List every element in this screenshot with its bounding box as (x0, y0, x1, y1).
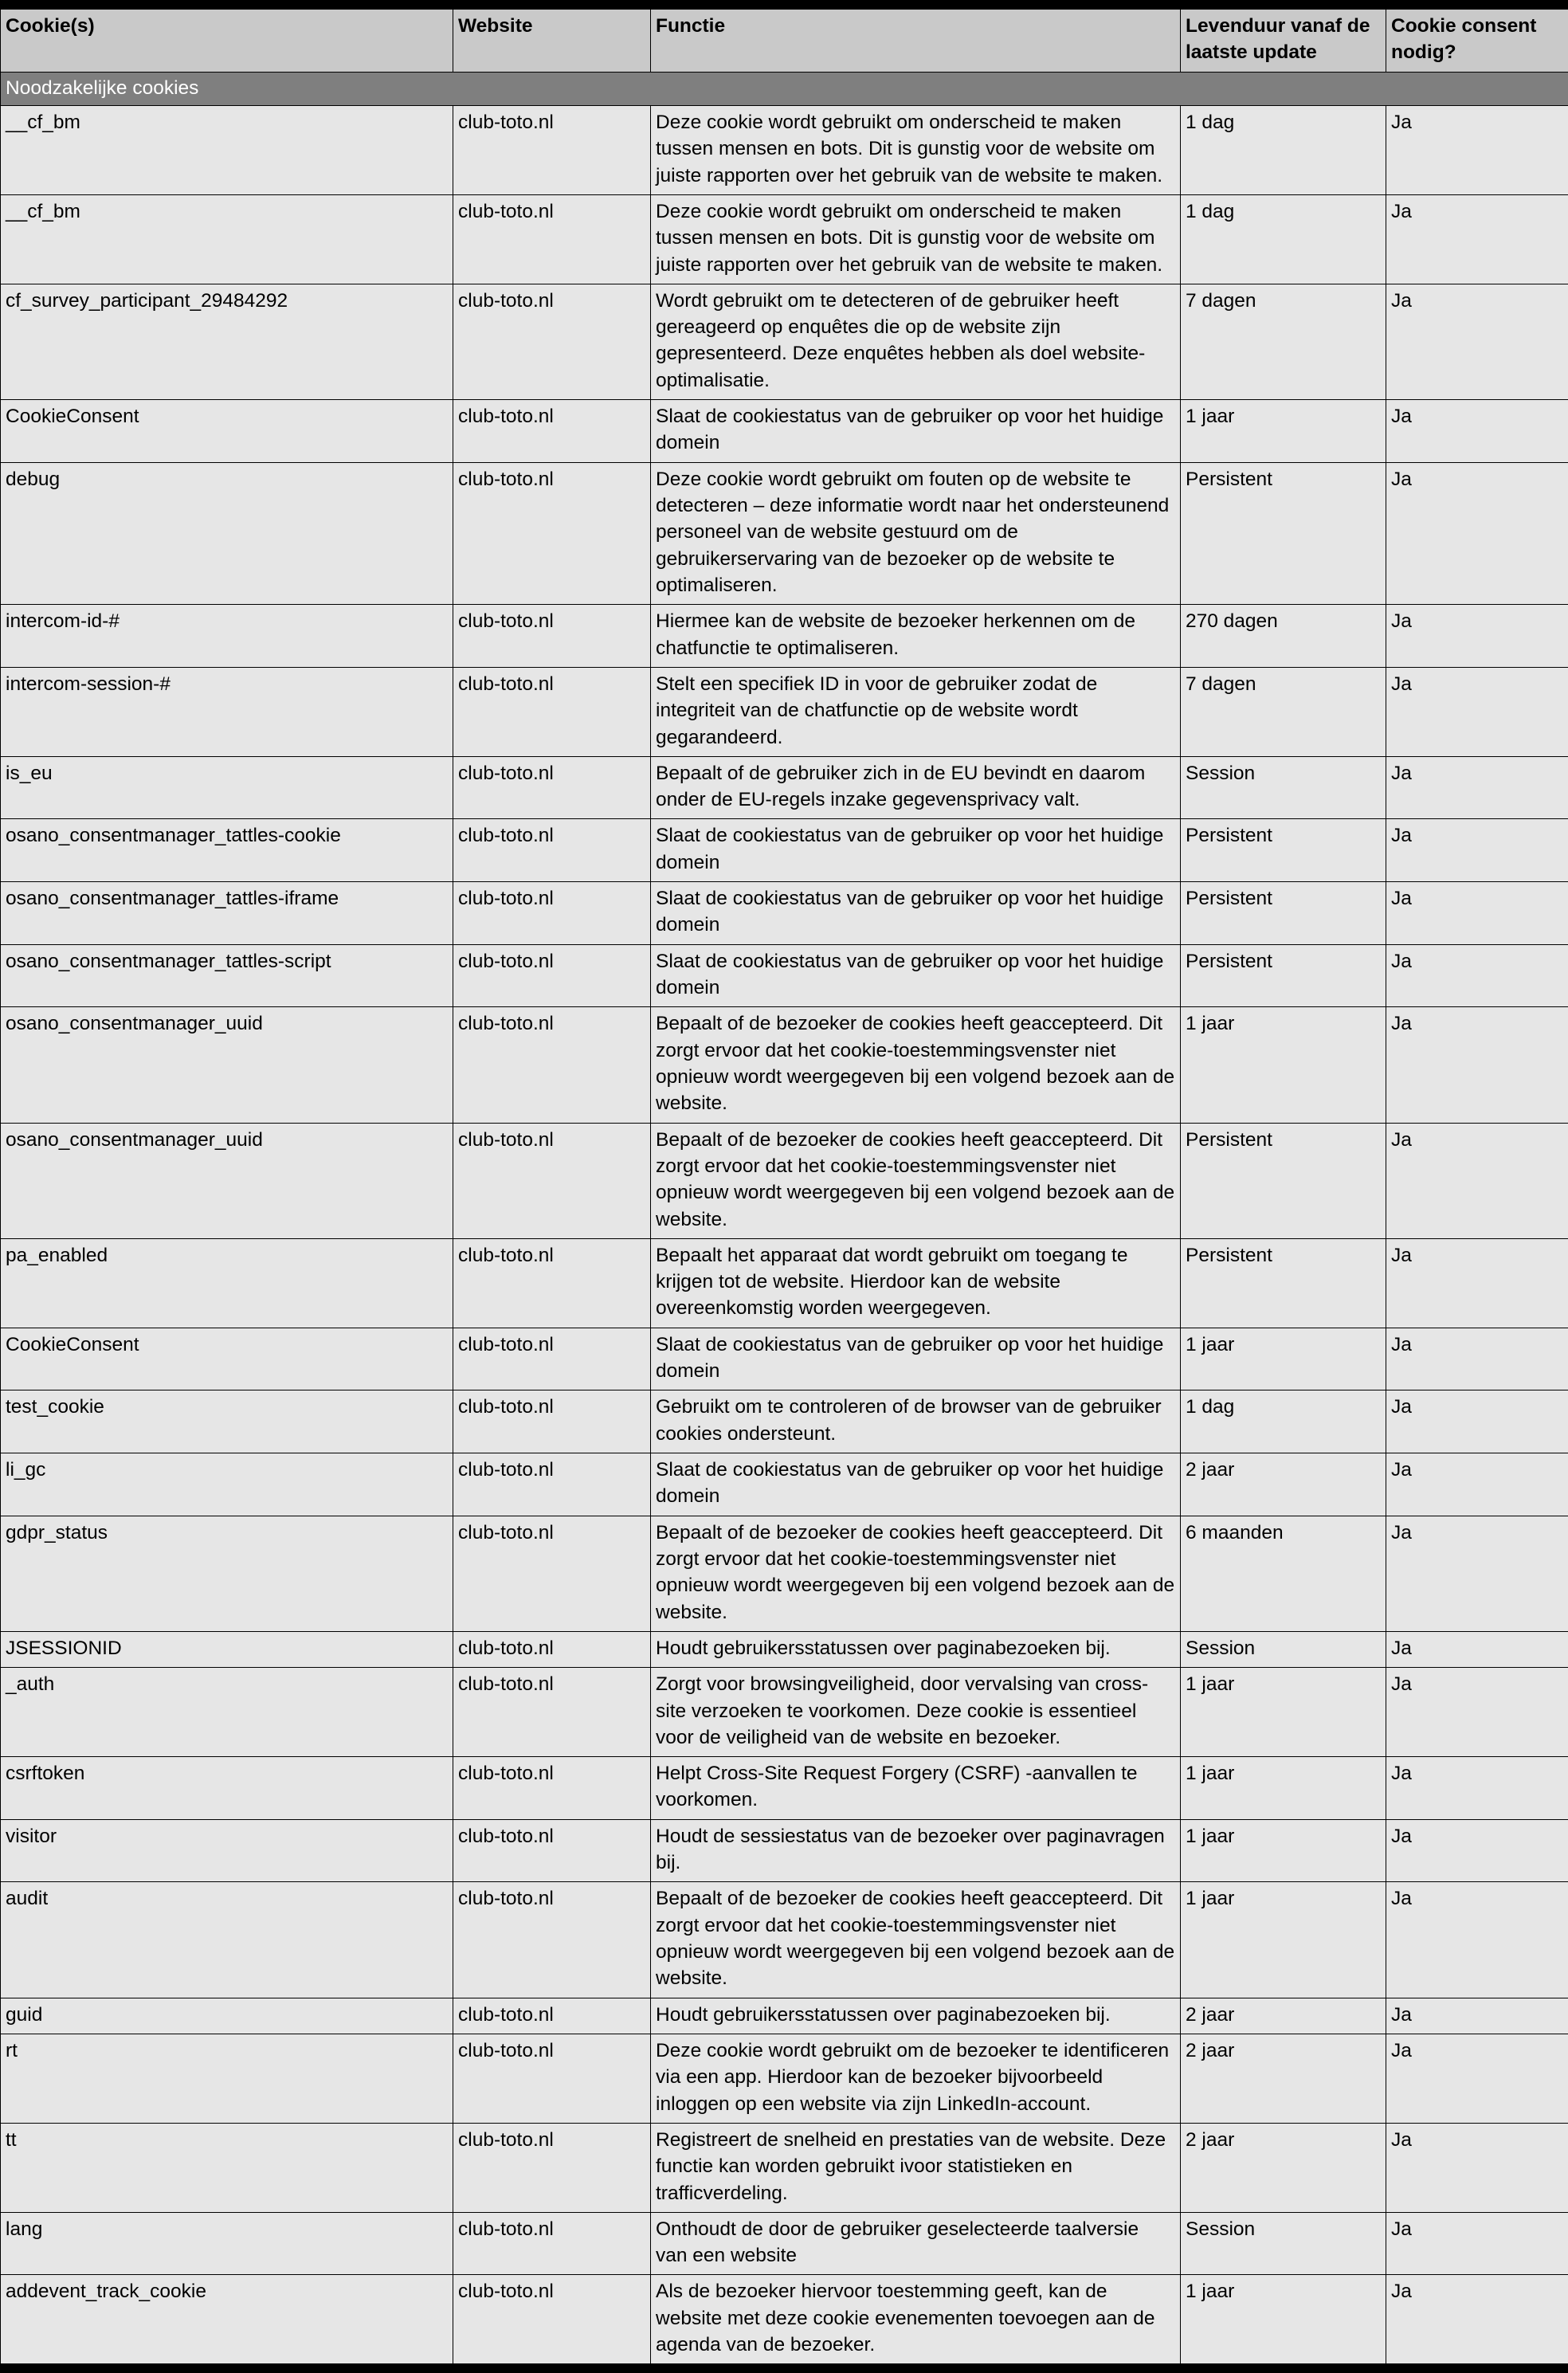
website-cell: club-toto.nl (453, 1668, 651, 1757)
website-cell: club-toto.nl (453, 1390, 651, 1453)
consent-cell: Ja (1386, 400, 1568, 463)
function-cell: Deze cookie wordt gebruikt om fouten op de website te detecteren – deze informatie wordt naar het ondersteunend personeel van de website gestuurd om de gebruikerservaring van de bezoeker op de website te optimaliseren. (651, 462, 1181, 605)
function-cell: Deze cookie wordt gebruikt om de bezoeker te identificeren via een app. Hierdoor kan de bezoeker bijvoorbeeld inloggen op een website via zijn LinkedIn-account. (651, 2034, 1181, 2123)
lifetime-cell: 270 dagen (1181, 605, 1386, 668)
function-cell: Slaat de cookiestatus van de gebruiker op voor het huidige domein (651, 882, 1181, 945)
table-row (1, 2123, 1568, 2212)
consent-cell: Ja (1386, 1238, 1568, 1328)
table-row (1, 1453, 1568, 1516)
table-body (1, 72, 1568, 2364)
cookie-name-cell: CookieConsent (1, 400, 453, 463)
lifetime-cell: Persistent (1181, 1238, 1386, 1328)
lifetime-cell: Persistent (1181, 882, 1386, 945)
lifetime-cell: 1 jaar (1181, 1819, 1386, 1882)
cookie-name-cell: CookieConsent (1, 1328, 453, 1390)
website-cell: club-toto.nl (453, 882, 651, 945)
section-label: Noodzakelijke cookies (1, 72, 1568, 105)
cookie-name-cell: osano_consentmanager_uuid (1, 1007, 453, 1123)
table-row (1, 1007, 1568, 1123)
cookie-name-cell: JSESSIONID (1, 1631, 453, 1667)
lifetime-cell: Session (1181, 756, 1386, 819)
lifetime-cell: 1 dag (1181, 1390, 1386, 1453)
consent-cell: Ja (1386, 2212, 1568, 2275)
consent-cell: Ja (1386, 2123, 1568, 2212)
consent-cell: Ja (1386, 105, 1568, 194)
cookie-name-cell: __cf_bm (1, 194, 453, 284)
lifetime-cell: 1 jaar (1181, 2275, 1386, 2364)
table-row (1, 462, 1568, 605)
cookie-name-cell: test_cookie (1, 1390, 453, 1453)
function-cell: Slaat de cookiestatus van de gebruiker op voor het huidige domein (651, 1328, 1181, 1390)
function-cell: Bepaalt of de bezoeker de cookies heeft geaccepteerd. Dit zorgt ervoor dat het cookie-toestemmingsvenster niet opnieuw wordt weergegeven bij een volgend bezoek aan de website. (651, 1007, 1181, 1123)
website-cell: club-toto.nl (453, 667, 651, 756)
website-cell: club-toto.nl (453, 1882, 651, 1998)
table-row (1, 944, 1568, 1007)
consent-cell: Ja (1386, 1390, 1568, 1453)
bottom-rule (0, 2364, 1568, 2373)
function-cell: Hiermee kan de website de bezoeker herkennen om de chatfunctie te optimaliseren. (651, 605, 1181, 668)
website-cell: club-toto.nl (453, 1998, 651, 2034)
function-cell: Slaat de cookiestatus van de gebruiker op voor het huidige domein (651, 944, 1181, 1007)
cookie-name-cell: rt (1, 2034, 453, 2123)
table-row (1, 1516, 1568, 1631)
column-header-cookie: Cookie(s) (1, 10, 453, 73)
cookie-name-cell: osano_consentmanager_tattles-iframe (1, 882, 453, 945)
function-cell: Helpt Cross-Site Request Forgery (CSRF) -aanvallen te voorkomen. (651, 1757, 1181, 1820)
website-cell: club-toto.nl (453, 1123, 651, 1238)
table-row (1, 756, 1568, 819)
consent-cell: Ja (1386, 1757, 1568, 1820)
function-cell: Registreert de snelheid en prestaties van de website. Deze functie kan worden gebruikt ivoor statistieken en trafficverdeling. (651, 2123, 1181, 2212)
table-row (1, 194, 1568, 284)
cookie-name-cell: cf_survey_participant_29484292 (1, 284, 453, 399)
cookie-name-cell: intercom-session-# (1, 667, 453, 756)
table-row (1, 605, 1568, 668)
table-row (1, 2212, 1568, 2275)
consent-cell: Ja (1386, 1516, 1568, 1631)
table-row (1, 1882, 1568, 1998)
consent-cell: Ja (1386, 944, 1568, 1007)
website-cell: club-toto.nl (453, 2275, 651, 2364)
consent-cell: Ja (1386, 1453, 1568, 1516)
consent-cell: Ja (1386, 1328, 1568, 1390)
table-row (1, 819, 1568, 882)
header-row (1, 10, 1568, 73)
website-cell: club-toto.nl (453, 105, 651, 194)
lifetime-cell: Session (1181, 1631, 1386, 1667)
consent-cell: Ja (1386, 1631, 1568, 1667)
consent-cell: Ja (1386, 2275, 1568, 2364)
website-cell: club-toto.nl (453, 2212, 651, 2275)
table-row (1, 1819, 1568, 1882)
lifetime-cell: 1 jaar (1181, 1007, 1386, 1123)
function-cell: Stelt een specifiek ID in voor de gebruiker zodat de integriteit van de chatfunctie op de website wordt gegarandeerd. (651, 667, 1181, 756)
lifetime-cell: 1 jaar (1181, 400, 1386, 463)
cookie-name-cell: visitor (1, 1819, 453, 1882)
cookie-name-cell: audit (1, 1882, 453, 1998)
lifetime-cell: Persistent (1181, 1123, 1386, 1238)
lifetime-cell: 1 jaar (1181, 1668, 1386, 1757)
consent-cell: Ja (1386, 605, 1568, 668)
cookie-name-cell: __cf_bm (1, 105, 453, 194)
website-cell: club-toto.nl (453, 400, 651, 463)
lifetime-cell: Persistent (1181, 944, 1386, 1007)
consent-cell: Ja (1386, 1668, 1568, 1757)
cookie-name-cell: osano_consentmanager_tattles-script (1, 944, 453, 1007)
table-row (1, 667, 1568, 756)
lifetime-cell: 2 jaar (1181, 1998, 1386, 2034)
website-cell: club-toto.nl (453, 1453, 651, 1516)
top-rule (0, 0, 1568, 9)
cookie-table (0, 9, 1568, 2364)
website-cell: club-toto.nl (453, 2123, 651, 2212)
website-cell: club-toto.nl (453, 756, 651, 819)
lifetime-cell: 2 jaar (1181, 2034, 1386, 2123)
consent-cell: Ja (1386, 2034, 1568, 2123)
function-cell: Bepaalt of de bezoeker de cookies heeft geaccepteerd. Dit zorgt ervoor dat het cookie-toestemmingsvenster niet opnieuw wordt weergegeven bij een volgend bezoek aan de website. (651, 1516, 1181, 1631)
lifetime-cell: 1 jaar (1181, 1882, 1386, 1998)
function-cell: Zorgt voor browsingveiligheid, door vervalsing van cross-site verzoeken te voorkomen. Deze cookie is essentieel voor de veiligheid van de website en bezoeker. (651, 1668, 1181, 1757)
lifetime-cell: Persistent (1181, 462, 1386, 605)
table-row (1, 1757, 1568, 1820)
consent-cell: Ja (1386, 1007, 1568, 1123)
function-cell: Onthoudt de door de gebruiker geselecteerde taalversie van een website (651, 2212, 1181, 2275)
table-row (1, 882, 1568, 945)
function-cell: Gebruikt om te controleren of de browser van de gebruiker cookies ondersteunt. (651, 1390, 1181, 1453)
website-cell: club-toto.nl (453, 1328, 651, 1390)
website-cell: club-toto.nl (453, 605, 651, 668)
table-row (1, 400, 1568, 463)
website-cell: club-toto.nl (453, 819, 651, 882)
lifetime-cell: 6 maanden (1181, 1516, 1386, 1631)
cookie-name-cell: is_eu (1, 756, 453, 819)
lifetime-cell: 7 dagen (1181, 284, 1386, 399)
website-cell: club-toto.nl (453, 1238, 651, 1328)
column-header-consent: Cookie consent nodig? (1386, 10, 1568, 73)
lifetime-cell: 2 jaar (1181, 1453, 1386, 1516)
lifetime-cell: 1 jaar (1181, 1328, 1386, 1390)
website-cell: club-toto.nl (453, 462, 651, 605)
table-row (1, 1238, 1568, 1328)
consent-cell: Ja (1386, 667, 1568, 756)
consent-cell: Ja (1386, 1123, 1568, 1238)
column-header-function: Functie (651, 10, 1181, 73)
function-cell: Houdt gebruikersstatussen over paginabezoeken bij. (651, 1998, 1181, 2034)
cookie-name-cell: debug (1, 462, 453, 605)
lifetime-cell: Persistent (1181, 819, 1386, 882)
column-header-lifetime: Levenduur vanaf de laatste update (1181, 10, 1386, 73)
website-cell: club-toto.nl (453, 1631, 651, 1667)
consent-cell: Ja (1386, 1819, 1568, 1882)
function-cell: Bepaalt of de gebruiker zich in de EU bevindt en daarom onder de EU-regels inzake gegevensprivacy valt. (651, 756, 1181, 819)
table-row (1, 1390, 1568, 1453)
cookie-name-cell: osano_consentmanager_tattles-cookie (1, 819, 453, 882)
table-row (1, 1631, 1568, 1667)
table-row (1, 1668, 1568, 1757)
consent-cell: Ja (1386, 756, 1568, 819)
consent-cell: Ja (1386, 1998, 1568, 2034)
cookie-name-cell: csrftoken (1, 1757, 453, 1820)
function-cell: Houdt gebruikersstatussen over paginabezoeken bij. (651, 1631, 1181, 1667)
lifetime-cell: 1 dag (1181, 105, 1386, 194)
website-cell: club-toto.nl (453, 284, 651, 399)
function-cell: Deze cookie wordt gebruikt om onderscheid te maken tussen mensen en bots. Dit is gunstig voor de website om juiste rapporten over het gebruik van de website te maken. (651, 194, 1181, 284)
function-cell: Bepaalt of de bezoeker de cookies heeft geaccepteerd. Dit zorgt ervoor dat het cookie-toestemmingsvenster niet opnieuw wordt weergegeven bij een volgend bezoek aan de website. (651, 1123, 1181, 1238)
function-cell: Bepaalt het apparaat dat wordt gebruikt om toegang te krijgen tot de website. Hierdoor kan de website overeenkomstig worden weergegeven. (651, 1238, 1181, 1328)
lifetime-cell: 7 dagen (1181, 667, 1386, 756)
cookie-name-cell: osano_consentmanager_uuid (1, 1123, 453, 1238)
consent-cell: Ja (1386, 194, 1568, 284)
cookie-name-cell: guid (1, 1998, 453, 2034)
lifetime-cell: Session (1181, 2212, 1386, 2275)
cookie-name-cell: tt (1, 2123, 453, 2212)
function-cell: Slaat de cookiestatus van de gebruiker op voor het huidige domein (651, 400, 1181, 463)
website-cell: club-toto.nl (453, 1819, 651, 1882)
website-cell: club-toto.nl (453, 1516, 651, 1631)
lifetime-cell: 1 jaar (1181, 1757, 1386, 1820)
table-row (1, 2275, 1568, 2364)
function-cell: Slaat de cookiestatus van de gebruiker op voor het huidige domein (651, 1453, 1181, 1516)
table-row (1, 1998, 1568, 2034)
cookie-name-cell: lang (1, 2212, 453, 2275)
cookie-name-cell: gdpr_status (1, 1516, 453, 1631)
website-cell: club-toto.nl (453, 1757, 651, 1820)
lifetime-cell: 2 jaar (1181, 2123, 1386, 2212)
table-row (1, 1123, 1568, 1238)
function-cell: Slaat de cookiestatus van de gebruiker op voor het huidige domein (651, 819, 1181, 882)
table-row (1, 2034, 1568, 2123)
section-row-necessary (1, 72, 1568, 105)
consent-cell: Ja (1386, 819, 1568, 882)
function-cell: Bepaalt of de bezoeker de cookies heeft geaccepteerd. Dit zorgt ervoor dat het cookie-toestemmingsvenster niet opnieuw wordt weergegeven bij een volgend bezoek aan de website. (651, 1882, 1181, 1998)
lifetime-cell: 1 dag (1181, 194, 1386, 284)
website-cell: club-toto.nl (453, 1007, 651, 1123)
consent-cell: Ja (1386, 462, 1568, 605)
website-cell: club-toto.nl (453, 2034, 651, 2123)
column-header-website: Website (453, 10, 651, 73)
cookie-name-cell: intercom-id-# (1, 605, 453, 668)
table-row (1, 284, 1568, 399)
table-row (1, 105, 1568, 194)
cookie-name-cell: addevent_track_cookie (1, 2275, 453, 2364)
function-cell: Als de bezoeker hiervoor toestemming geeft, kan de website met deze cookie evenementen toevoegen aan de agenda van de bezoeker. (651, 2275, 1181, 2364)
function-cell: Houdt de sessiestatus van de bezoeker over paginavragen bij. (651, 1819, 1181, 1882)
consent-cell: Ja (1386, 284, 1568, 399)
function-cell: Deze cookie wordt gebruikt om onderscheid te maken tussen mensen en bots. Dit is gunstig voor de website om juiste rapporten over het gebruik van de website te maken. (651, 105, 1181, 194)
function-cell: Wordt gebruikt om te detecteren of de gebruiker heeft gereageerd op enquêtes die op de website zijn gepresenteerd. Deze enquêtes hebben als doel website-optimalisatie. (651, 284, 1181, 399)
cookie-name-cell: _auth (1, 1668, 453, 1757)
cookie-name-cell: pa_enabled (1, 1238, 453, 1328)
consent-cell: Ja (1386, 1882, 1568, 1998)
website-cell: club-toto.nl (453, 194, 651, 284)
table-header (1, 10, 1568, 73)
table-row (1, 1328, 1568, 1390)
website-cell: club-toto.nl (453, 944, 651, 1007)
cookie-name-cell: li_gc (1, 1453, 453, 1516)
consent-cell: Ja (1386, 882, 1568, 945)
